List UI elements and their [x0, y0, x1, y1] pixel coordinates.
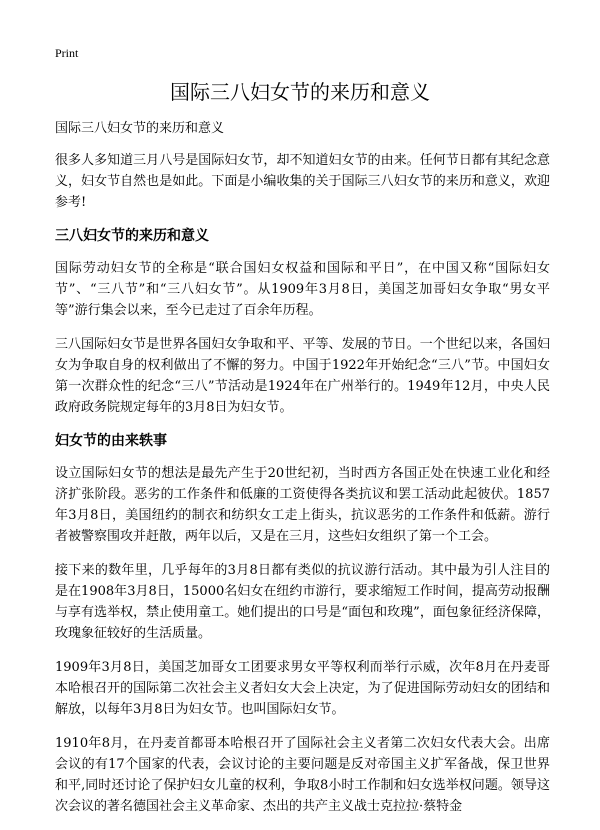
article-subtitle: 国际三八妇女节的来历和意义 [55, 121, 225, 136]
paragraph: 1910年8月，在丹麦首都哥本哈根召开了国际社会主义者第二次妇女代表大会。出席会议的有17个国家的代表，会议讨论的主要问题是反对帝国主义扩军备战，保卫世界和平,同时还讨论了保护妇女儿童的权利，争取8小时工作制和妇女选举权问题。领导这次会议的著名德国社会主义革命家、杰出的共产主义战士克拉拉·蔡特金 [55, 736, 550, 814]
page-title: 国际三八妇女节的来历和意义 [170, 80, 430, 104]
article-body [55, 120, 550, 830]
paragraph: 设立国际妇女节的想法是最先产生于20世纪初，当时西方各国正处在快速工业化和经济扩张阶段。恶劣的工作条件和低廉的工资使得各类抗议和罢工活动此起彼伏。1857年3月8日，美国纽约的制衣和纺织女工走上街头，抗议恶劣的工作条件和低薪。游行者被警察围攻并赶散，两年以后，又是在三月，这些妇女组织了第一个工会。 [55, 466, 550, 544]
paragraph: 接下来的数年里，几乎每年的3月8日都有类似的抗议游行活动。其中最为引人注目的是在1908年3月8日，15000名妇女在纽约市游行，要求缩短工作时间，提高劳动报酬与享有选举权，禁止使用童工。她们提出的口号是“面包和玫瑰”，面包象征经济保障，玫瑰象征较好的生活质量。 [55, 563, 550, 641]
section-heading-origin-meaning: 三八妇女节的来历和意义 [55, 228, 209, 244]
print-link[interactable]: Print [55, 46, 79, 60]
paragraph: 三八国际妇女节是世界各国妇女争取和平、平等、发展的节日。一个世纪以来，各国妇女为争取自身的权利做出了不懈的努力。中国于1922年开始纪念“三八”节。中国妇女第一次群众性的纪念“三八”节活动是1924年在广州举行的。1949年12月，中央人民政府政务院规定每年的3月8日为妇女节。 [55, 337, 550, 415]
intro-paragraph: 很多人多知道三月八号是国际妇女节，却不知道妇女节的由来。任何节日都有其纪念意义，妇女节自然也是如此。下面是小编收集的关于国际三八妇女节的来历和意义，欢迎参考! [55, 153, 550, 210]
paragraph: 1909年3月8日，美国芝加哥女工团要求男女平等权利而举行示威，次年8月在丹麦哥本哈根召开的国际第二次社会主义者妇女大会上决定，为了促进国际劳动妇女的团结和解放，以每年3月8日为妇女节。也叫国际妇女节。 [55, 660, 550, 717]
section-heading-anecdotes: 妇女节的由来轶事 [55, 433, 167, 449]
paragraph: 国际劳动妇女节的全称是“联合国妇女权益和国际和平日”，在中国又称“国际妇女节”、“三八节”和“三八妇女节”。从1909年3月8日，美国芝加哥妇女争取“男女平等”游行集会以来，至今已走过了百余年历程。 [55, 261, 550, 318]
